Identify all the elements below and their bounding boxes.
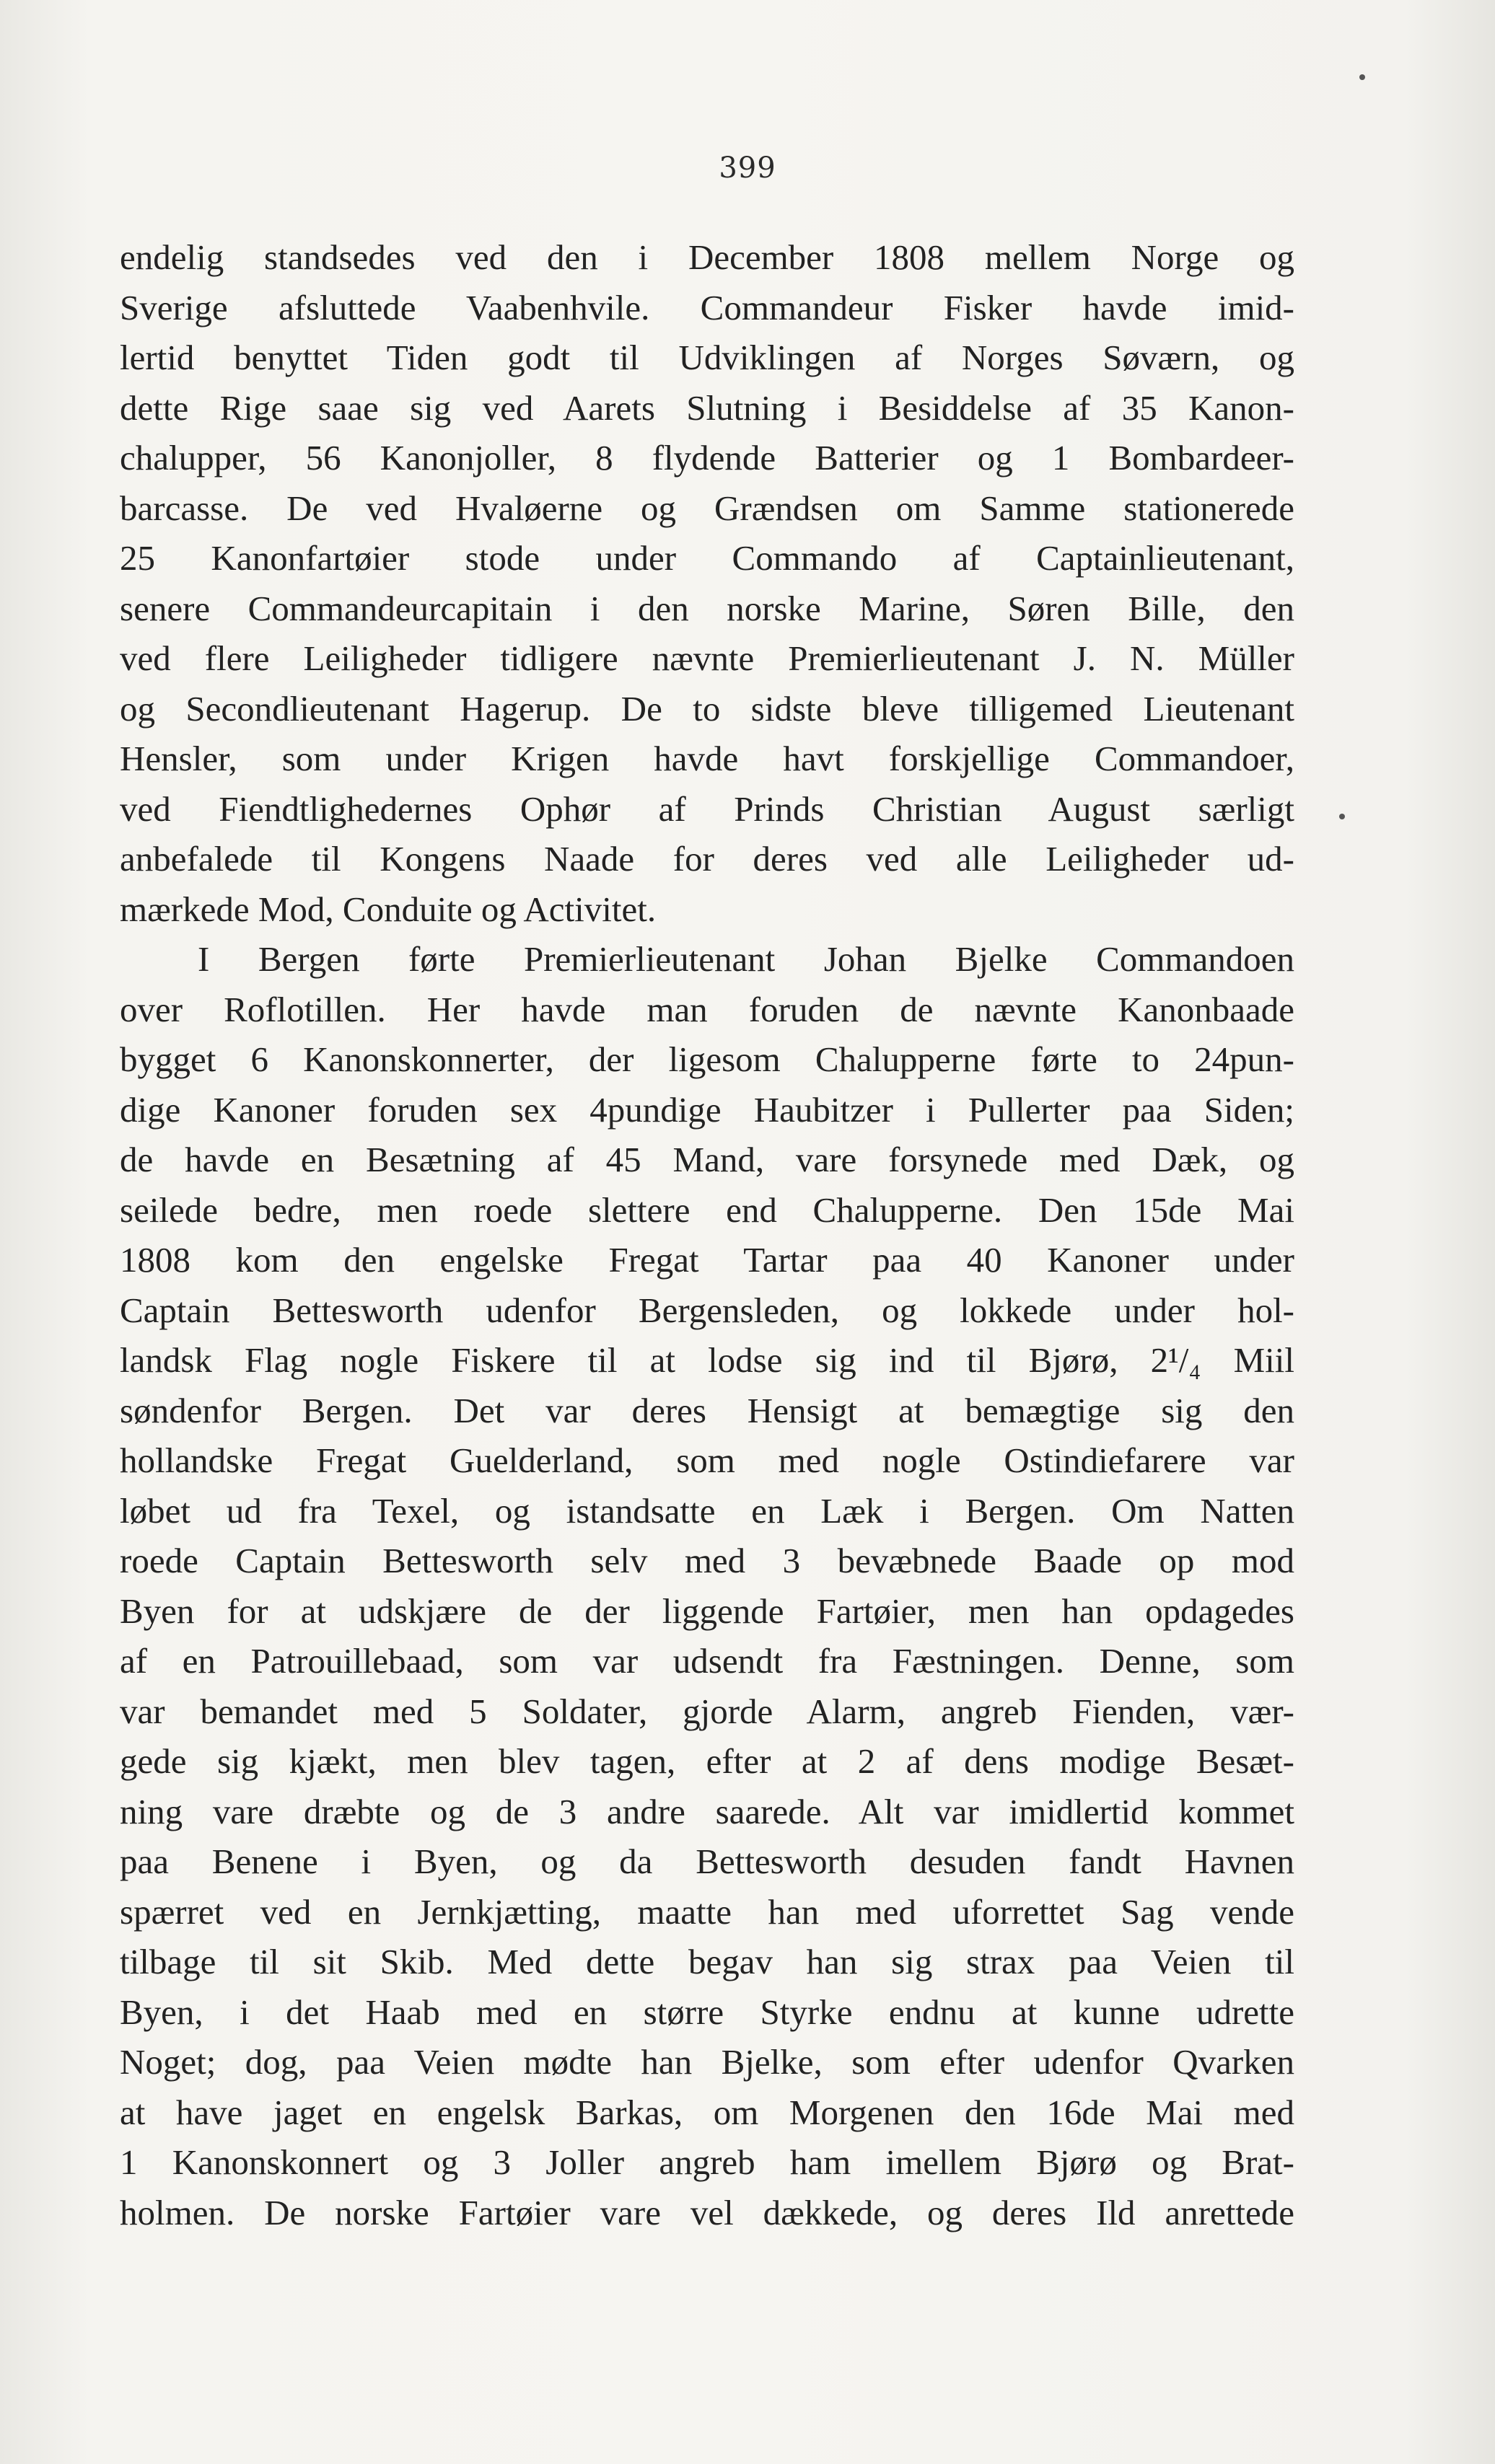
text-line: hollandske Fregat Guelderland, som med nogle Ostindiefarere var xyxy=(120,1440,1294,1480)
text-line: dette Rige saae sig ved Aarets Slutning i Besiddelse af 35 Kanon- xyxy=(120,387,1294,428)
text-line: over Roflotillen. Her havde man foruden de nævnte Kanonbaade xyxy=(120,989,1294,1029)
text-line: Byen, i det Haab med en større Styrke endnu at kunne udrette xyxy=(120,1992,1294,2032)
body-text xyxy=(120,232,1294,2238)
text-line: ved Fiendtlighedernes Ophør af Prinds Christian August særligt xyxy=(120,788,1294,829)
text-line: af en Patrouillebaad, som var udsendt fra Fæstningen. Denne, som xyxy=(120,1641,1294,1681)
text-line: ved flere Leiligheder tidligere nævnte Premierlieutenant J. N. Müller xyxy=(120,638,1294,678)
text-line: lertid benyttet Tiden godt til Udviklingen af Norges Søværn, og xyxy=(120,338,1294,377)
text-line: de havde en Besætning af 45 Mand, vare forsynede med Dæk, og xyxy=(120,1140,1294,1179)
text-line: Byen for at udskjære de der liggende Fartøier, men han opdagedes xyxy=(120,1590,1294,1631)
text-line: var bemandet med 5 Soldater, gjorde Alarm, angreb Fienden, vær- xyxy=(120,1691,1294,1731)
text-line: bygget 6 Kanonskonnerter, der ligesom Chalupperne førte to 24pun- xyxy=(120,1039,1294,1079)
text-line: holmen. De norske Fartøier vare vel dækkede, og deres Ild anrettede xyxy=(120,2192,1294,2232)
text-line: at have jaget en engelsk Barkas, om Morgenen den 16de Mai med xyxy=(120,2092,1294,2132)
paragraph-start-line: I Bergen førte Premierlieutenant Johan Bjelke Commandoen xyxy=(198,939,1294,979)
text-line: paa Benene i Byen, og da Bettesworth desuden fandt Havnen xyxy=(120,1842,1294,1881)
scan-speck xyxy=(1339,814,1345,819)
text-line: Captain Bettesworth udenfor Bergensleden, og lokkede under hol- xyxy=(120,1290,1294,1330)
text-line: Noget; dog, paa Veien mødte han Bjelke, som efter udenfor Qvarken xyxy=(120,2042,1294,2082)
text-line: 1808 kom den engelske Fregat Tartar paa 40 Kanoner under xyxy=(120,1240,1294,1280)
text-line: dige Kanoner foruden sex 4pundige Haubitzer i Pullerter paa Siden; xyxy=(120,1089,1294,1130)
text-line: tilbage til sit Skib. Med dette begav han sig strax paa Veien til xyxy=(120,1942,1294,1981)
text-line: løbet ud fra Texel, og istandsatte en Læk i Bergen. Om Natten xyxy=(120,1490,1294,1531)
text-line: 1 Kanonskonnert og 3 Joller angreb ham imellem Bjørø og Brat- xyxy=(120,2142,1294,2182)
text-line: søndenfor Bergen. Det var deres Hensigt at bemægtige sig den xyxy=(120,1390,1294,1430)
text-line: seilede bedre, men roede slettere end Chalupperne. Den 15de Mai xyxy=(120,1189,1294,1230)
text-line: Hensler, som under Krigen havde havt forskjellige Commandoer, xyxy=(120,739,1294,778)
text-line: anbefalede til Kongens Naade for deres ved alle Leiligheder ud- xyxy=(120,839,1294,879)
text-line: landsk Flag nogle Fiskere til at lodse sig ind til Bjørø, 2¹/₄ Miil xyxy=(120,1340,1294,1380)
scan-speck xyxy=(1359,74,1365,80)
text-line: Sverige afsluttede Vaabenhvile. Commandeur Fisker havde imid- xyxy=(120,287,1294,327)
paragraph-end-line: mærkede Mod, Conduite og Activitet. xyxy=(120,889,657,929)
text-line: og Secondlieutenant Hagerup. De to sidste bleve tilligemed Lieutenant xyxy=(120,688,1294,729)
page-number: 399 xyxy=(719,151,776,185)
text-line: barcasse. De ved Hvaløerne og Grændsen om Samme stationerede xyxy=(120,488,1294,528)
text-line: ning vare dræbte og de 3 andre saarede. Alt var imidlertid kommet xyxy=(120,1791,1294,1831)
text-line: roede Captain Bettesworth selv med 3 bevæbnede Baade op mod xyxy=(120,1541,1294,1580)
text-line: gede sig kjækt, men blev tagen, efter at 2 af dens modige Besæt- xyxy=(120,1741,1294,1781)
text-line: endelig standsedes ved den i December 1808 mellem Norge og xyxy=(120,237,1294,277)
text-line: senere Commandeurcapitain i den norske Marine, Søren Bille, den xyxy=(120,588,1294,628)
text-line: chalupper, 56 Kanonjoller, 8 flydende Batterier og 1 Bombardeer- xyxy=(120,438,1294,478)
text-line: 25 Kanonfartøier stode under Commando af Captainlieutenant, xyxy=(120,538,1294,578)
text-line: spærret ved en Jernkjætting, maatte han med uforrettet Sag vende xyxy=(120,1891,1294,1932)
